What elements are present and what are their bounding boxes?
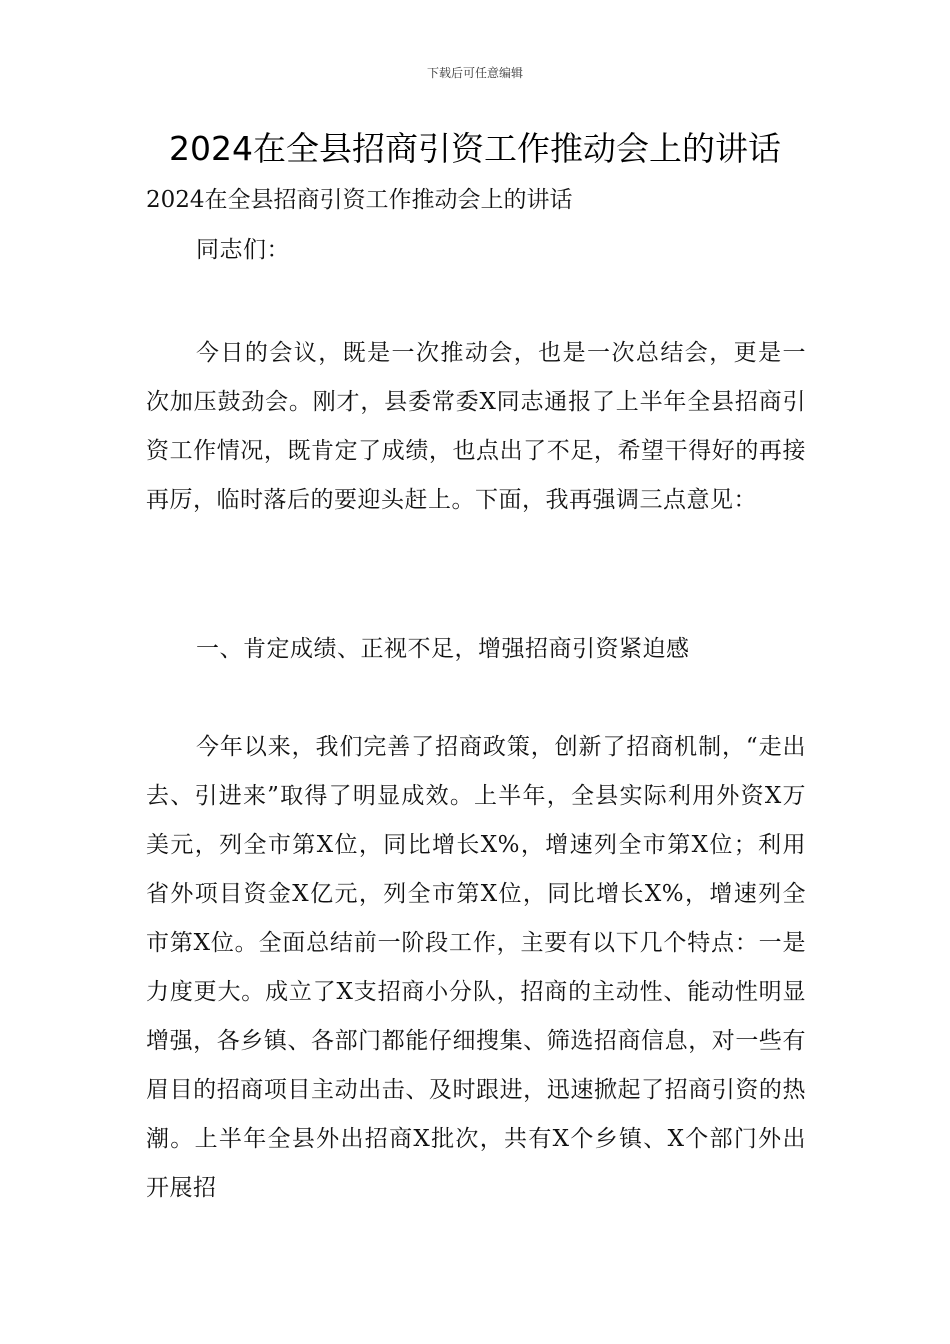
paragraph-intro: 今日的会议，既是一次推动会，也是一次总结会，更是一次加压鼓劲会。刚才，县委常委X同志通报了上半年全县招商引资工作情况，既肯定了成绩，也点出了不足，希望干得好的再接再厉，临时落后的要迎头赶上。下面，我再强调三点意见： (146, 340, 806, 513)
salutation: 同志们： (196, 237, 290, 263)
paragraph-achievements: 今年以来，我们完善了招商政策，创新了招商机制，“走出去、引进来”取得了明显成效。上半年，全县实际利用外资X万美元，列全市第X位，同比增长X%，增速列全市第X位；利用省外项目资金X亿元，列全市第X位，同比增长X%，增速列全市第X位。全面总结前一阶段工作，主要有以下几个特点：一是力度更大。成立了X支招商小分队，招商的主动性、能动性明显增强，各乡镇、各部门都能仔细搜集、筛选招商信息，对一些有眉目的招商项目主动出击、及时跟进，迅速掀起了招商引资的热潮。上半年全县外出招商X批次，共有X个乡镇、X个部门外出开展招 (146, 734, 806, 1201)
document-title: 2024在全县招商引资工作推动会上的讲话 (169, 129, 781, 168)
header-note: 下载后可任意编辑 (426, 66, 523, 80)
document-subtitle: 2024在全县招商引资工作推动会上的讲话 (146, 187, 573, 213)
section-heading-1: 一、肯定成绩、正视不足，增强招商引资紧迫感 (196, 636, 690, 662)
